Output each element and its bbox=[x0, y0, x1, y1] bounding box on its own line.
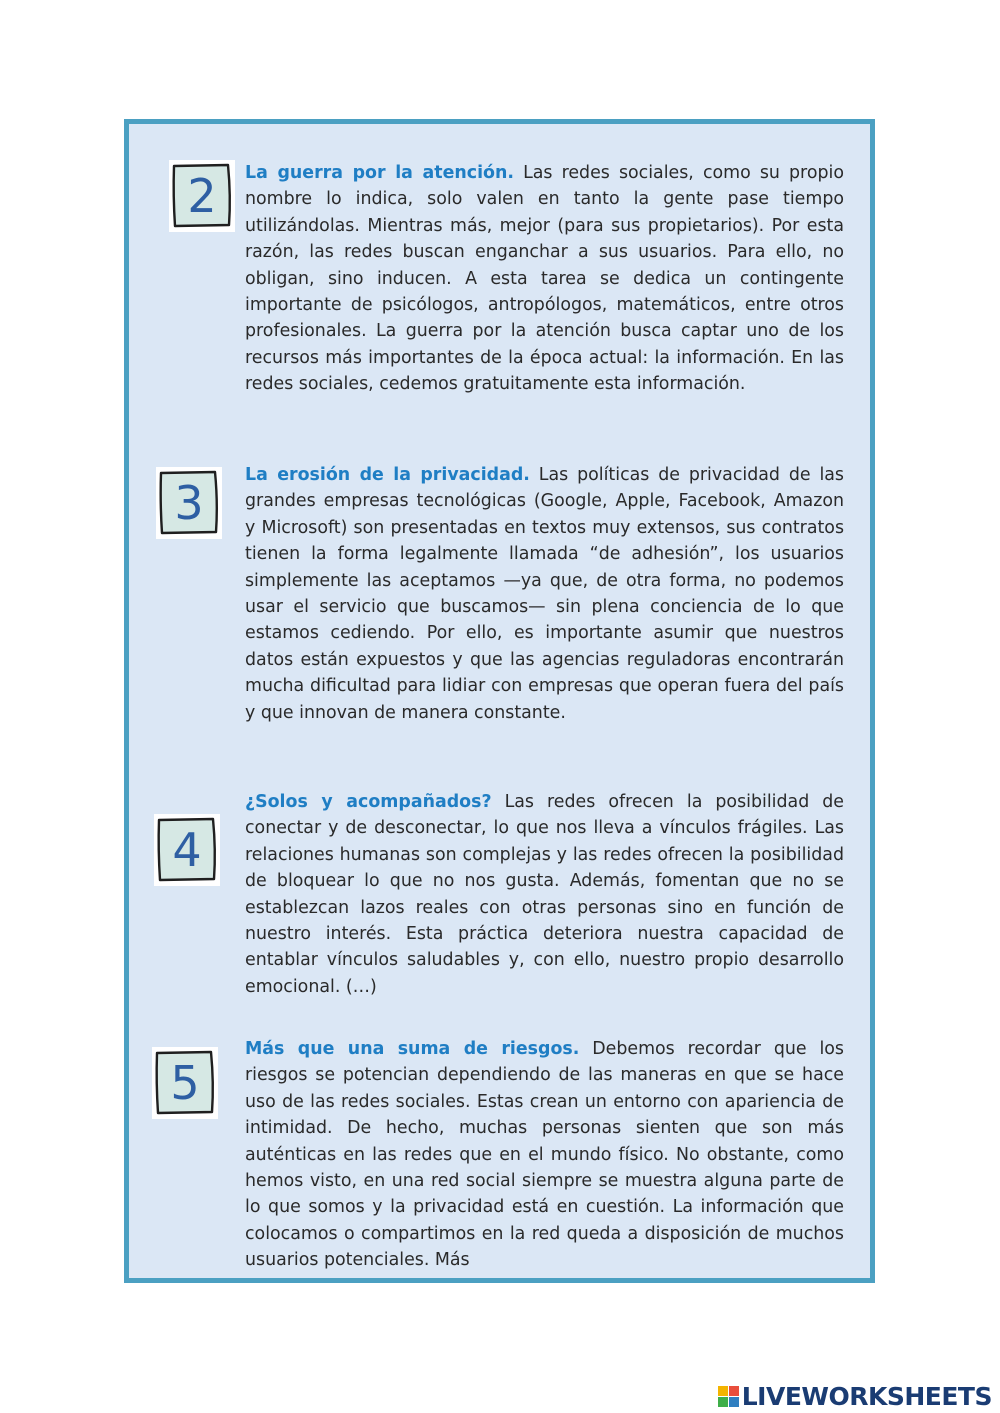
number-5-icon bbox=[152, 1047, 218, 1119]
section-3-body: Las políticas de privacidad de las grandes empresas tecnológicas (Google, Apple, Facebook, Amazon y Microsoft) son presentadas en textos muy extensos, sus contratos tienen la forma legalmente llamada “de adhesión”, los usuarios simplemente las aceptamos —ya que, de otra forma, no podemos usar el servicio que buscamos— sin plena conciencia de lo que estamos cediendo. Por ello, es importante asumir que nuestros datos están expuestos y que las agencias reguladoras encontrarán mucha dificultad para lidiar con empresas que operan fuera del país y que innovan de manera constante. bbox=[245, 465, 844, 723]
number-4-icon bbox=[154, 814, 220, 886]
section-3-paragraph bbox=[245, 462, 844, 726]
section-2 bbox=[245, 160, 844, 398]
liveworksheets-logo-text: LIVEWORKSHEETS bbox=[741, 1382, 992, 1411]
number-badge-4 bbox=[154, 814, 220, 886]
liveworksheets-logo[interactable] bbox=[718, 1382, 992, 1411]
section-4 bbox=[245, 789, 844, 1000]
section-3 bbox=[245, 462, 844, 726]
number-badge-3 bbox=[156, 467, 222, 539]
section-5-paragraph bbox=[245, 1036, 844, 1274]
liveworksheets-logo-icon bbox=[718, 1386, 739, 1407]
section-2-paragraph bbox=[245, 160, 844, 398]
text-frame bbox=[124, 119, 875, 1283]
number-badge-2 bbox=[169, 160, 235, 232]
section-4-heading: ¿Solos y acompañados? bbox=[245, 792, 492, 812]
number-4-glyph: 4 bbox=[172, 823, 202, 877]
section-5-body: Debemos recordar que los riesgos se potencian dependiendo de las maneras en que se hace uso de las redes sociales. Estas crean un entorno con apariencia de intimidad. De hecho, muchas personas sienten que son más auténticas en las redes que en el mundo físico. No obstante, como hemos visto, en una red social siempre se muestra alguna parte de lo que somos y la privacidad está en cuestión. La información que colocamos o compartimos en la red queda a disposición de muchos usuarios potenciales. Más bbox=[245, 1039, 844, 1271]
section-5 bbox=[245, 1036, 844, 1274]
number-badge-5 bbox=[152, 1047, 218, 1119]
section-4-paragraph bbox=[245, 789, 844, 1000]
number-2-glyph: 2 bbox=[187, 169, 217, 223]
number-3-glyph: 3 bbox=[174, 476, 204, 530]
section-2-heading: La guerra por la atención. bbox=[245, 163, 514, 183]
section-3-heading: La erosión de la privacidad. bbox=[245, 465, 530, 485]
number-5-glyph: 5 bbox=[170, 1056, 200, 1110]
number-2-icon bbox=[169, 160, 235, 232]
number-3-icon bbox=[156, 467, 222, 539]
section-2-body: Las redes sociales, como su propio nombre lo indica, solo valen en tanto la gente pase tiempo utilizándolas. Mientras más, mejor (para sus propietarios). Por esta razón, las redes buscan enganchar a sus usuarios. Para ello, no obligan, sino inducen. A esta tarea se dedica un contingente importante de psicólogos, antropólogos, matemáticos, entre otros profesionales. La guerra por la atención busca captar uno de los recursos más importantes de la época actual: la información. En las redes sociales, cedemos gratuitamente esta información. bbox=[245, 163, 844, 395]
section-4-body: Las redes ofrecen la posibilidad de conectar y de desconectar, lo que nos lleva a vínculos frágiles. Las relaciones humanas son complejas y las redes ofrecen la posibilidad de bloquear lo que no nos gusta. Además, fomentan que no se establezcan lazos reales con otras personas sino en función de nuestro interés. Esta práctica deteriora nuestra capacidad de entablar vínculos saludables y, con ello, nuestro propio desarrollo emocional. (…) bbox=[245, 792, 845, 997]
section-5-heading: Más que una suma de riesgos. bbox=[245, 1039, 580, 1059]
